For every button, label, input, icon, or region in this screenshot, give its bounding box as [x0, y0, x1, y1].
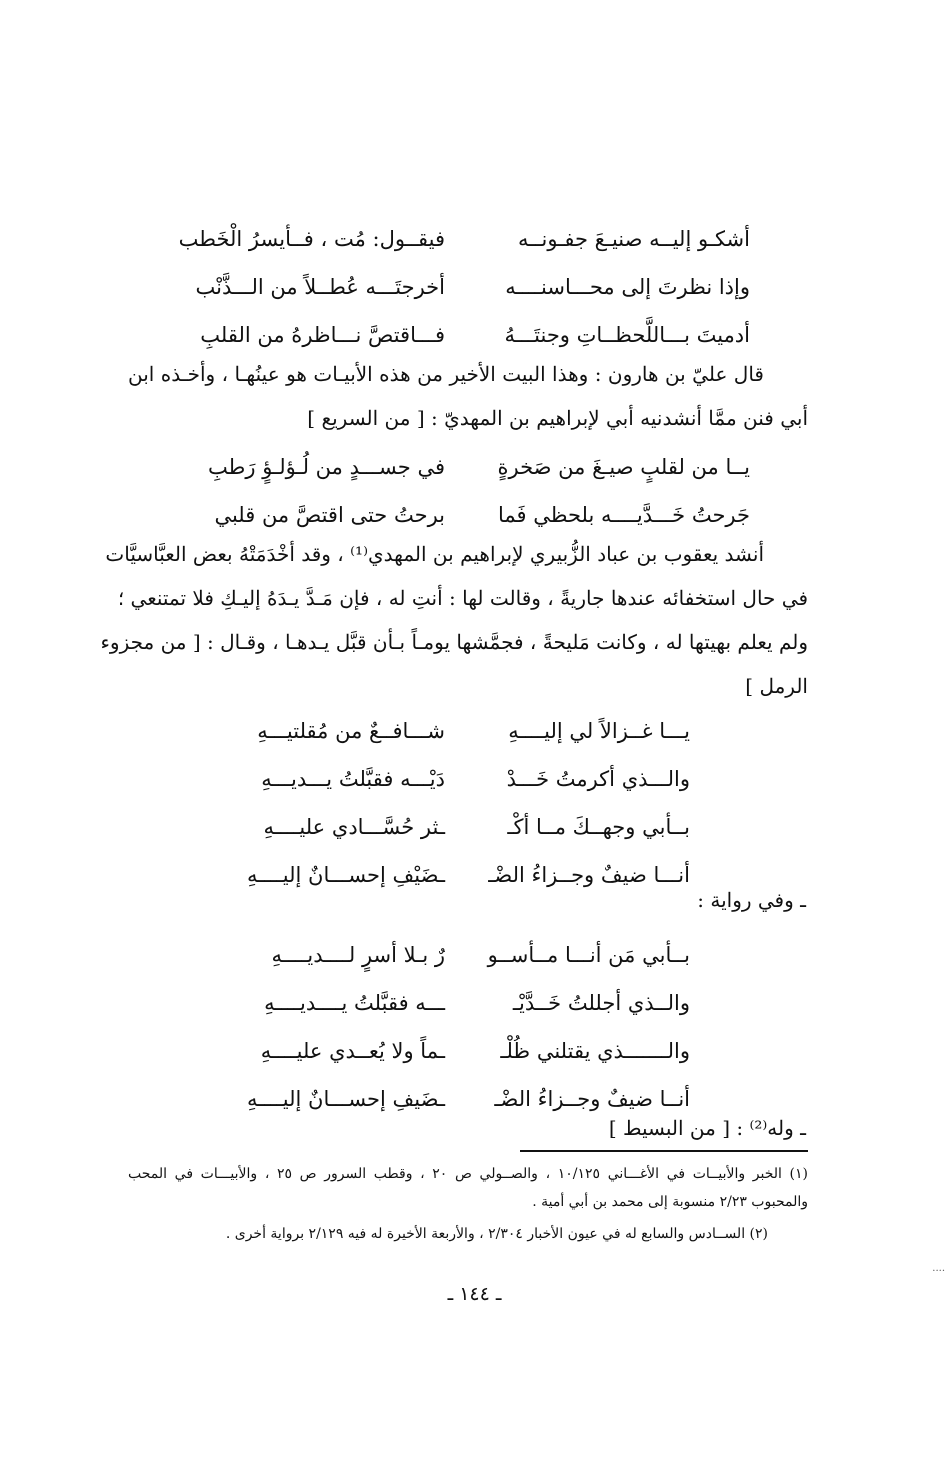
prose-line: في حال استخفائه عندها جاريةً ، وقالت لها : أنتِ له ، فإن مَـدَّ يـدَهُ إليـكِ فلا تمتنعي ؛ — [117, 586, 808, 610]
verse-line — [250, 1036, 690, 1084]
verse-line — [250, 940, 690, 988]
verse-second-hemistich: أخرجتَـــه عُطــلاً من الـــذَّنْب — [195, 275, 445, 299]
prose-line: أبي فنن ممَّا أنشدنيه أبي لإبراهيم بن المهديّ : [ من السريع ] — [307, 406, 808, 430]
verse-second-hemistich: فيقــول: مُت ، فــأيسرُ الْخَطب — [178, 227, 445, 251]
verse-first-hemistich: والـــذي أكرمتُ خَـــدْ — [506, 767, 690, 791]
verse-line — [246, 860, 690, 908]
verse-line — [250, 716, 690, 764]
prose-line: ولم يعلم بهيتها له ، وكانت مَليحةً ، فجمَّشها يومـاً بـأن قبَّل يـدهـا ، وقـال : [ من مجزوء — [100, 630, 808, 654]
verse-second-hemistich: ـضَيْفِ إحســـانٌ إليــــهِ — [246, 863, 445, 887]
verse-second-hemistich: ـثر حُسَّـــادي عليــــهِ — [263, 815, 445, 839]
verse-second-hemistich: دَيْـــه فقبَّلتُ يـــديـــهِ — [261, 767, 445, 791]
footnote-line: (١) الخبر والأبيــات في الأغـــاني ١٠/١٢٥ ، والصــولي ص ٢٠ ، وقطب السرور ص ٢٥ ، والأبيـــات في المحب — [128, 1166, 808, 1182]
page-number: ـ ١٤٤ ـ — [447, 1283, 502, 1305]
verse-first-hemistich: أدميتَ بـــاللَّحظــاتِ وجنتَـــهُ — [504, 323, 750, 347]
footnote-divider — [520, 1150, 808, 1152]
poem-section-3 — [246, 716, 690, 908]
verse-line — [190, 452, 750, 500]
verse-second-hemistich: برحتُ حتى اقتصَّ من قلبي — [214, 503, 445, 527]
riwaya-intro: ـ وفي رواية : — [697, 888, 806, 912]
verse-first-hemistich: وإذا نظرتَ إلى محـــاسنــــه — [505, 275, 750, 299]
verse-first-hemistich: يــا من لقلبٍ صيـغَ من صَخرةٍ — [497, 455, 750, 479]
poem-section-4 — [246, 940, 690, 1132]
verse-second-hemistich: رٌ بـلا أسرٍ لــــديــــهِ — [271, 943, 445, 967]
footnote-line: والمحبوب ٢/٢٣ منسوبة إلى محمد بن أبي أمية . — [532, 1194, 808, 1210]
verse-first-hemistich: بــأبي مَن أنـــا مــأســو — [487, 943, 690, 967]
verse-first-hemistich: أنـــا ضيفٌ وجــزاءُ الضْـ — [488, 863, 690, 887]
verse-second-hemistich: ـــه فقبَّلتُ يــــديــــهِ — [264, 991, 445, 1015]
verse-second-hemistich: في جســـدٍ من لُـؤلـؤٍ رَطبِ — [208, 455, 445, 479]
verse-first-hemistich: أشكـو إليــه صنيـعَ جفـونــه — [517, 227, 750, 251]
verse-line — [250, 988, 690, 1036]
verse-first-hemistich: يـــا غــزالاً لي إليــــهِ — [508, 719, 690, 743]
verse-first-hemistich: جَرحتُ خَـــدَّيــــه بلحظي فَما — [497, 503, 750, 527]
verse-second-hemistich: ـماً ولا يُعــدي عليــــهِ — [260, 1039, 445, 1063]
verse-first-hemistich: بــأبي وجهــكَ مــا أكْـ — [507, 815, 690, 839]
prose-line: قال عليّ بن هارون : وهذا البيت الأخير من هذه الأبيـات هو عينُهـا ، وأخـذه ابن — [128, 362, 764, 386]
basit-intro: ـ وله⁽²⁾ : [ من البسيط ] — [608, 1116, 806, 1140]
prose-paragraph-1 — [128, 352, 808, 440]
prose-line: أنشد يعقوب بن عباد الزُّبيري لإبراهيم بن المهدي⁽¹⁾ ، وقد أخْدَمَتْهُ بعض العبَّاسيَّات — [105, 542, 764, 566]
edge-mark: .... — [932, 1263, 945, 1274]
verse-first-hemistich: والــذي أجللتُ خَــدَّيْـ — [512, 991, 690, 1015]
verse-second-hemistich: فـــاقتصَّ نـــاظرهُ من القلبِ — [200, 323, 445, 347]
verse-second-hemistich: ـضَيفِ إحســـانٌ إليــــهِ — [246, 1087, 445, 1111]
footnotes — [128, 1160, 808, 1248]
verse-first-hemistich: أنــا ضيفٌ وجــزاءُ الضْـ — [494, 1087, 690, 1111]
verse-line — [250, 812, 690, 860]
footnote-line: (٢) الســادس والسابع له في عيون الأخبار ٢/٣٠٤ ، والأربعة الأخيرة له فيه ٢/١٢٩ برواية أخرى . — [225, 1226, 768, 1242]
prose-line: الرمل ] — [745, 674, 808, 698]
verse-line — [178, 224, 750, 272]
verse-second-hemistich: شـــافــعٌ من مُقلتيـــهِ — [257, 719, 445, 743]
verse-first-hemistich: والـــــــذي يقتلني ظُلْـ — [500, 1039, 690, 1063]
verse-line — [190, 272, 750, 320]
verse-line — [250, 764, 690, 812]
poem-section-1 — [178, 224, 750, 368]
prose-paragraph-2 — [100, 532, 808, 708]
